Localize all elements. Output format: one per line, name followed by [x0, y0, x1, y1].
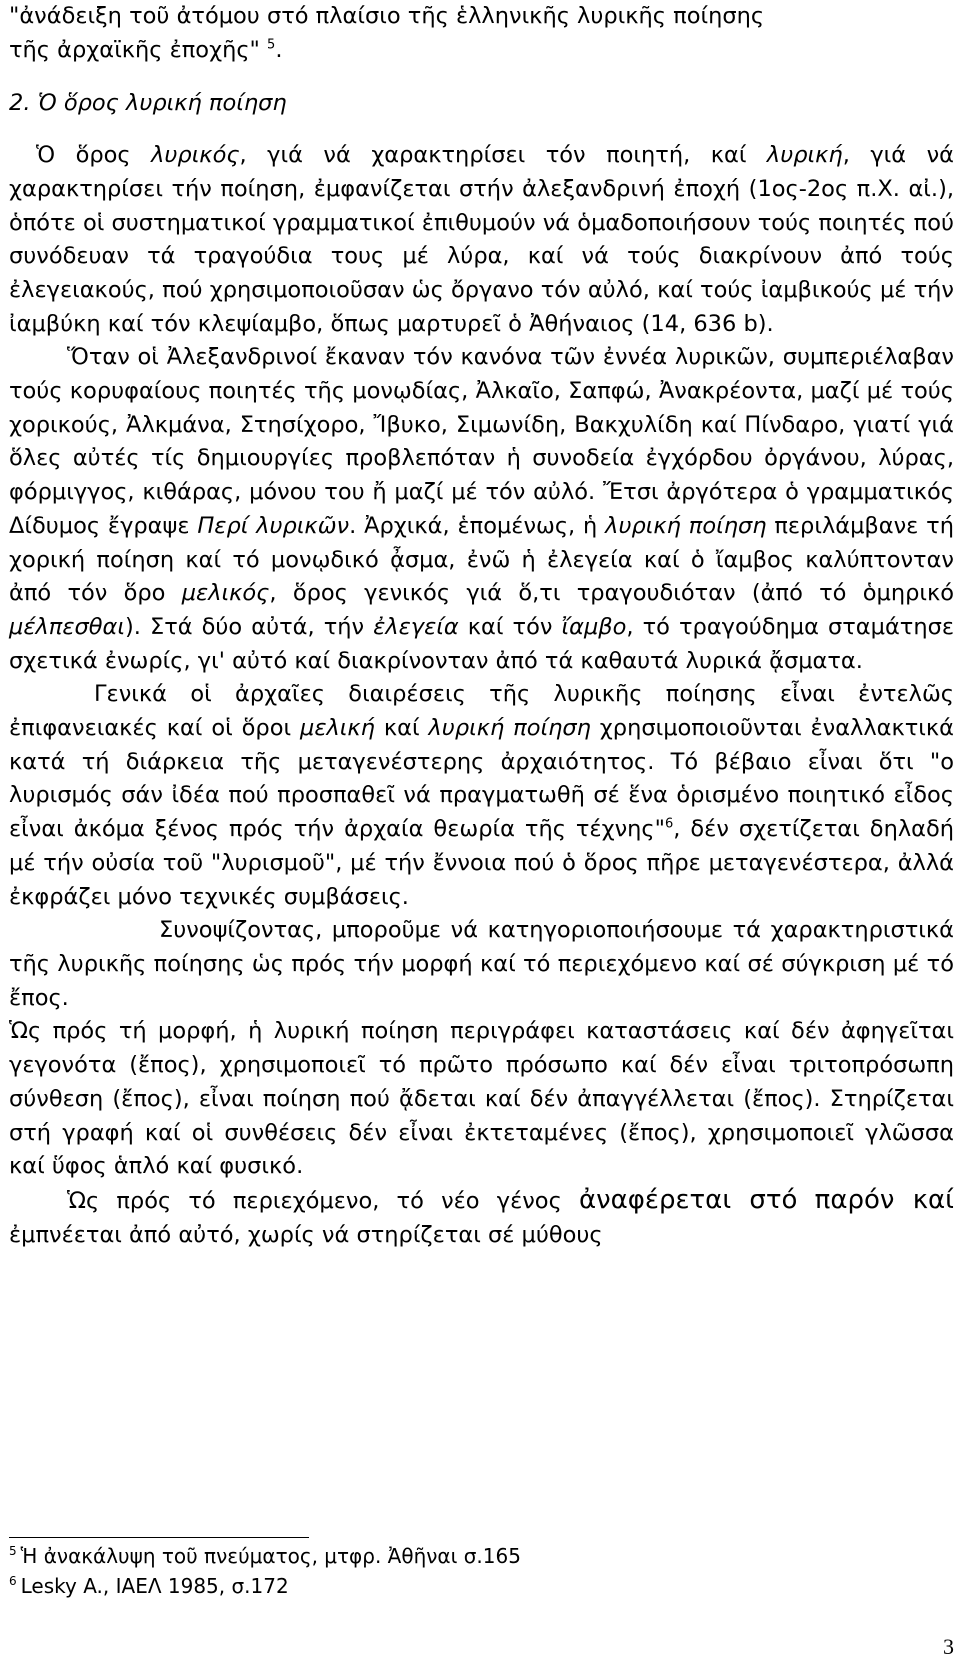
text-run: Ὅταν οἱ Ἀλεξανδρινοί ἔκαναν τόν κανόνα τῶν ἐννέα λυρικῶν, συμπεριέλαβαν τούς κορυφαίους ποιητές τῆς μονῳδίας, Ἀλκαῖο, Σαπφώ, Ἀνακρέοντα, μαζί μέ τούς χορικούς, Ἀλκμάνα, Στησίχορο, Ἴβυκο, Σιμωνίδη, Βακχυλίδη καί Πίνδαρο, γιατί γιά ὅλες αὐτές τίς δημιουργίες προβλεπόταν ἡ συνοδεία ἐγχόρδου ὀργάνου, λύρας, φόρμιγγος, κιθάρας, μόνου του ἤ μαζί μέ τόν αὐλό. Ἔτσι ἀργότερα ὁ γραμματικός Δίδυμος ἔγραψε	[9, 344, 954, 539]
footnote-text: Lesky A., ΙΑΕΛ 1985, σ.172	[20, 1574, 289, 1598]
paragraph-definition	[9, 139, 954, 341]
footnote-5	[9, 1541, 521, 1571]
footnote-ref-5: 5	[267, 37, 276, 53]
term-meliki: μελική	[300, 715, 375, 742]
quote-line-2	[9, 34, 954, 68]
footnote-number: 6	[9, 1574, 17, 1589]
text-run-large: ἀναφέρεται στό	[578, 1184, 798, 1215]
text-run-large: παρόν καί	[814, 1184, 954, 1215]
title-peri-lyrikon: Περί λυρικῶν	[197, 512, 350, 539]
text-run: καί τόν	[458, 613, 562, 640]
term-lyriki-poiisi: λυρική ποίηση	[428, 715, 591, 742]
text-run: , τό τραγούδημα σταμάτησε σχετικά ἐνωρίς, γι' αὐτό καί διακρίνονταν ἀπό τά καθαυτά λυρικά ᾄσματα.	[9, 613, 955, 674]
footnotes	[9, 1541, 521, 1601]
text-run: καί	[374, 715, 429, 742]
text-run: ). Στά δύο αὐτά, τήν	[124, 613, 374, 640]
text-run: . Ἀρχικά, ἑπομένως, ἡ	[349, 512, 606, 539]
paragraph-summary: Συνοψίζοντας, μποροῦμε νά κατηγοριοποιήσουμε τά χαρακτηριστικά τῆς λυρικῆς ποίησης ὡς πρός τήν μορφή καί τό περιεχόμενο καί σέ σύγκριση μέ τό ἔπος.	[9, 917, 954, 1011]
term-lyrikos: λυρικός	[151, 142, 240, 169]
text-run: , ὅρος γενικός γιά ὅ,τι τραγουδιόταν (ἀπό τό ὁμηρικό	[269, 580, 955, 607]
term-melikos: μελικός	[181, 580, 270, 607]
quote-text: τῆς ἀρχαϊκῆς ἐποχῆς"	[9, 36, 268, 63]
text-run: ἐμπνέεται ἀπό αὐτό, χωρίς νά στηρίζεται σέ μύθους	[9, 1221, 603, 1248]
paragraph-divisions	[9, 678, 954, 914]
footnote-text: Ἡ ἀνακάλυψη τοῦ πνεύματος, μτφρ. Ἀθῆναι σ.165	[20, 1544, 521, 1568]
text-run: Γενικά οἱ ἀρχαῖες διαιρέσεις τῆς λυρικῆς ποίησης εἶναι ἐντελῶς ἐπιφανειακές καί οἱ ὅροι	[9, 681, 954, 742]
page-number: 3	[943, 1634, 954, 1659]
footnote-6	[9, 1571, 521, 1601]
term-lyriki: λυρική	[766, 142, 843, 169]
text-run: , δέν σχετίζεται δηλαδή μέ τήν οὐσία τοῦ "λυρισμοῦ", μέ τήν ἔννοια πού ὁ ὅρος πῆρε μεταγενέστερα, ἀλλά ἐκφράζει μόνο τεχνικές συμβάσεις.	[9, 816, 954, 910]
term-lyriki-poiisi: λυρική ποίηση	[605, 512, 767, 539]
paragraph-content	[9, 1184, 954, 1252]
footnote-divider	[9, 1537, 309, 1538]
text-run: Ὡς πρός τό περιεχόμενο, τό νέο γένος	[67, 1187, 579, 1214]
text-run: , γιά νά χαρακτηρίσει τόν ποιητή, καί	[239, 142, 767, 169]
paragraph-form: Ὡς πρός τή μορφή, ἡ λυρική ποίηση περιγράφει καταστάσεις καί δέν ἀφηγεῖται γεγονότα (ἔπος), χρησιμοποιεῖ τό πρῶτο πρόσωπο καί δέν εἶναι τριτοπρόσωπη σύνθεση (ἔπος), εἶναι ποίηση πού ᾄδεται καί δέν ἀπαγγέλλεται (ἔπος). Στηρίζεται στή γραφή καί οἱ συνθέσεις δέν εἶναι ἐκτεταμένες (ἔπος), χρησιμοποιεῖ γλῶσσα καί ὕφος ἁπλό καί φυσικό.	[9, 1018, 954, 1180]
quote-end: .	[275, 36, 283, 63]
footnote-number: 5	[9, 1544, 17, 1559]
term-iambo: ἴαμβο	[561, 613, 627, 640]
text-run: , γιά νά χαρακτηρίσει τήν ποίηση, ἐμφανίζεται στήν ἀλεξανδρινή ἐποχή (1ος-2ος π.Χ. αἰ.), ὁπότε οἱ συστηματικοί γραμματικοί ἐπιθυμούν νά ὁμαδοποιήσουν τούς ποιητές πού συνόδευαν τά τραγούδια τους μέ λύρα, καί νά τούς διακρίνουν ἀπό τούς ἐλεγειακούς, πού χρησιμοποιοῦσαν ὡς ὄργανο τόν αὐλό, καί τούς ἰαμβικούς μέ τήν ἰαμβύκη καί τόν κλεψίαμβο, ὅπως μαρτυρεῖ ὁ Ἀθήναιος (14, 636 b).	[9, 142, 954, 337]
term-melpesthai: μέλπεσθαι	[9, 613, 125, 640]
document-page	[9, 0, 954, 1252]
quote-line-1: "ἀνάδειξη τοῦ ἀτόμου στό πλαίσιο τῆς ἑλληνικῆς λυρικῆς ποίησης	[9, 3, 765, 29]
text-run: χρησιμοποιοῦνται ἐναλλακτικά κατά τή διάρκεια τῆς μεταγενέστερης ἀρχαιότητος. Τό βέβαιο εἶναι ὅτι "ο λυρισμός σάν ἰδέα πού προσπαθεῖ νά πραγματωθῆ σέ ἕνα ὁρισμένο ποιητικό εἶδος εἶναι ἀκόμα ξένος πρός τήν ἀρχαία θεωρία τῆς τέχνης"	[9, 715, 955, 843]
text-run: περιλάμβανε τή χορική ποίηση καί τό μονῳδικό ᾆσμα, ἐνῶ ἡ ἐλεγεία καί ὁ ἴαμβος καλύπτονταν ἀπό τόν ὅρο	[9, 512, 954, 607]
term-elegeia: ἐλεγεία	[373, 613, 459, 640]
paragraph-alexandrians	[9, 341, 954, 678]
text-run: Ὁ ὅρος	[36, 142, 152, 169]
section-heading: 2. Ὁ ὅρος λυρική ποίηση	[9, 90, 287, 117]
footnote-ref-6: 6	[664, 816, 674, 832]
